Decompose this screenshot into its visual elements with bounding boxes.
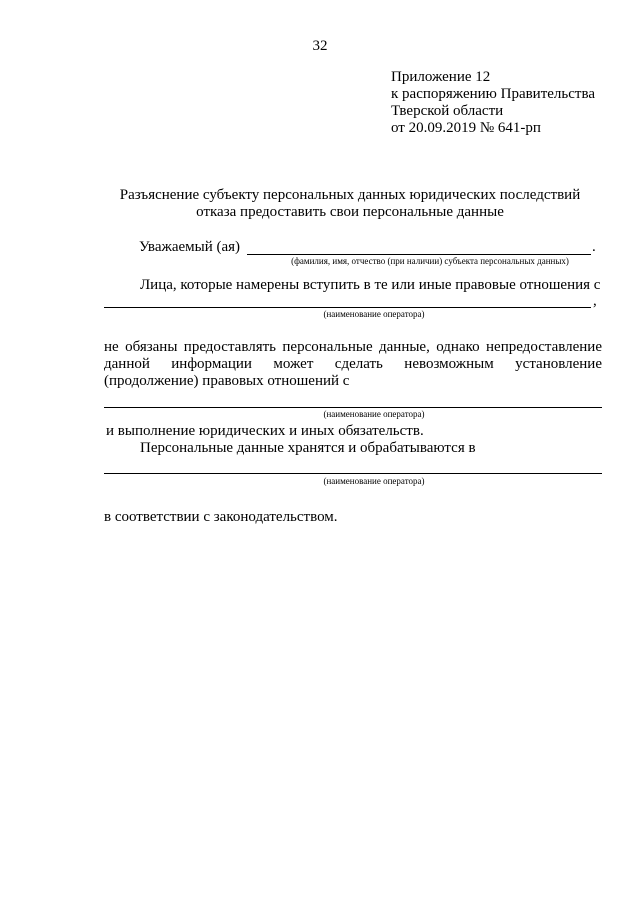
appendix-line-3: Тверской области: [391, 103, 504, 119]
fulfillment-text: и выполнение юридических и иных обязательств.: [106, 423, 424, 439]
persons-end-punct: ,: [593, 293, 597, 309]
persons-text: Лица, которые намерены вступить в те или иные правовые отношения с: [140, 277, 601, 293]
operator-caption-1: (наименование оператора): [323, 309, 425, 319]
appendix-line-1: Приложение 12: [391, 69, 491, 85]
title-line-2: отказа предоставить свои персональные данные: [196, 204, 504, 220]
operator-field-2[interactable]: [104, 407, 602, 408]
obligation-line-1: не обязаны предоставлять персональные данные, однако непредоставление: [104, 339, 602, 355]
operator-caption-2: (наименование оператора): [323, 409, 425, 419]
page-number: 32: [312, 38, 328, 54]
obligation-line-2: данной информации может сделать невозможным установление: [104, 356, 602, 372]
obligation-line-3: (продолжение) правовых отношений с: [104, 373, 350, 389]
storage-text: Персональные данные хранятся и обрабатываются в: [140, 440, 476, 456]
title-line-1: Разъяснение субъекту персональных данных юридических последствий: [119, 187, 581, 203]
operator-caption-3: (наименование оператора): [323, 476, 425, 486]
conclusion-text: в соответствии с законодательством.: [104, 509, 338, 525]
greeting-label: Уважаемый (ая): [139, 239, 241, 255]
subject-name-caption: (фамилия, имя, отчество (при наличии) субъекта персональных данных): [291, 256, 569, 266]
appendix-line-4: от 20.09.2019 № 641-рп: [391, 120, 541, 136]
operator-field-1[interactable]: [104, 307, 591, 308]
appendix-line-2: к распоряжению Правительства: [391, 86, 596, 102]
subject-name-field[interactable]: [247, 254, 591, 255]
operator-field-3[interactable]: [104, 473, 602, 474]
greeting-end-punct: .: [592, 239, 596, 255]
